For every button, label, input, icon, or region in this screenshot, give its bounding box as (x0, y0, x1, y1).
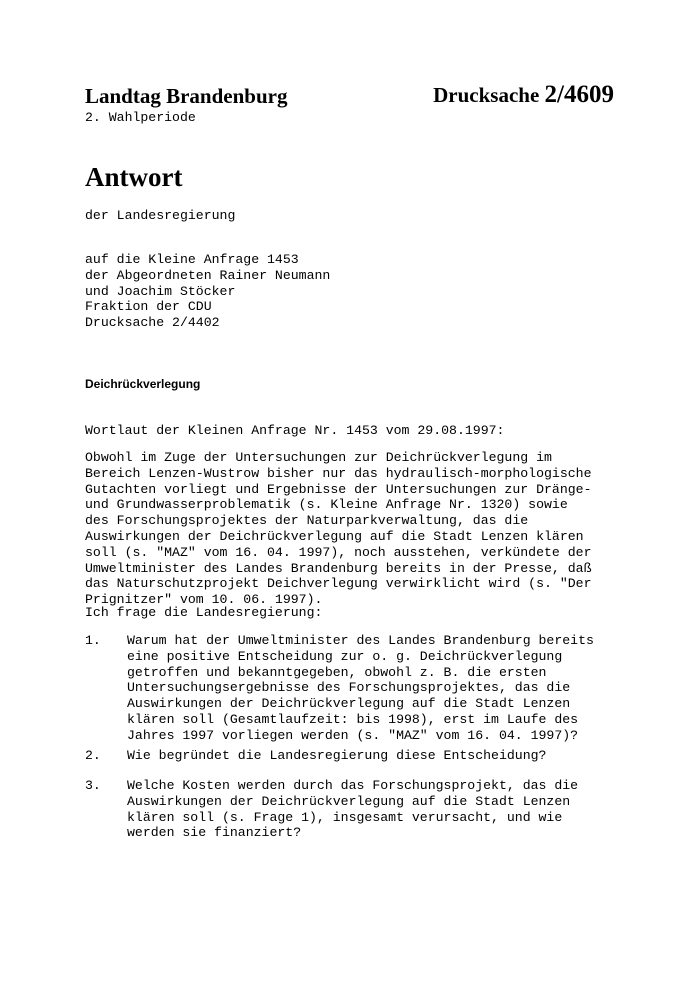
question-line: Untersuchungsergebnisse des Forschungsprojektes, das die (127, 680, 571, 696)
inquiry-line: Fraktion der CDU (85, 299, 212, 315)
inquiry-line: auf die Kleine Anfrage 1453 (85, 252, 299, 267)
question-number: 3. (85, 778, 101, 793)
question-line: Jahres 1997 vorliegen werden (s. "MAZ" vom 16. 04. 1997)? (127, 727, 579, 743)
paragraph-line: Umweltminister des Landes Brandenburg bereits in der Presse, daß (85, 560, 592, 576)
question-text (127, 778, 617, 841)
subject-heading: Deichrückverlegung (85, 377, 201, 391)
legislative-period: 2. Wahlperiode (85, 110, 196, 125)
question-line: Wie begründet die Landesregierung diese Entscheidung? (127, 748, 547, 763)
inquiry-line: Drucksache 2/4402 (85, 315, 220, 331)
question-number: 1. (85, 633, 101, 648)
question-line: klären soll (Gesamtlaufzeit: bis 1998), erst im Laufe des (127, 711, 579, 727)
inquiry-wording-label: Wortlaut der Kleinen Anfrage Nr. 1453 vom 29.08.1997: (85, 423, 505, 438)
paragraph-line: Bereich Lenzen-Wustrow bisher nur das hydraulisch-morphologische (85, 465, 592, 481)
question-line: klären soll (s. Frage 1), insgesamt verursacht, und wie (127, 809, 563, 825)
paragraph-line: und Grundwasserproblematik (s. Kleine Anfrage Nr. 1320) sowie (85, 497, 568, 513)
question-line: getroffen und bekanntgegeben, obwohl z. B. die ersten (127, 664, 547, 680)
question-line: Welche Kosten werden durch das Forschungsprojekt, das die (127, 778, 579, 793)
document-number (433, 81, 614, 109)
inquiry-reference (85, 252, 330, 331)
question-text (127, 633, 617, 744)
question-line: eine positive Entscheidung zur o. g. Deichrückverlegung (127, 648, 563, 664)
issuer: der Landesregierung (85, 208, 236, 223)
question-intro: Ich frage die Landesregierung: (85, 605, 323, 620)
document-type: Antwort (85, 162, 183, 192)
question-line: Auswirkungen der Deichrückverlegung auf die Stadt Lenzen (127, 696, 571, 712)
question-text (127, 748, 617, 764)
paragraph-line: Auswirkungen der Deichrückverlegung auf die Stadt Lenzen klären (85, 528, 584, 544)
question-line: Warum hat der Umweltminister des Landes Brandenburg bereits (127, 633, 594, 648)
intro-paragraph (85, 450, 615, 608)
inquiry-line: der Abgeordneten Rainer Neumann (85, 267, 331, 283)
paragraph-line: das Naturschutzprojekt Deichverlegung verwirklicht wird (s. "Der (85, 576, 592, 592)
paragraph-line: Obwohl im Zuge der Untersuchungen zur Deichrückverlegung im (85, 450, 552, 465)
document-label: Drucksache (433, 83, 540, 107)
paragraph-line: Gutachten vorliegt und Ergebnisse der Untersuchungen zur Dränge- (85, 481, 592, 497)
inquiry-line: und Joachim Stöcker (85, 283, 236, 299)
paragraph-line: soll (s. "MAZ" vom 16. 04. 1997), noch ausstehen, verkündete der (85, 544, 592, 560)
paragraph-line: Prignitzer" vom 10. 06. 1997). (85, 592, 323, 608)
paragraph-line: des Forschungsprojektes der Naturparkverwaltung, das die (85, 513, 529, 529)
question-line: Auswirkungen der Deichrückverlegung auf die Stadt Lenzen (127, 793, 571, 809)
document-number-value: 2/4609 (544, 81, 614, 108)
parliament-name: Landtag Brandenburg (85, 84, 288, 108)
question-number: 2. (85, 748, 101, 763)
question-line: werden sie finanziert? (127, 825, 302, 841)
